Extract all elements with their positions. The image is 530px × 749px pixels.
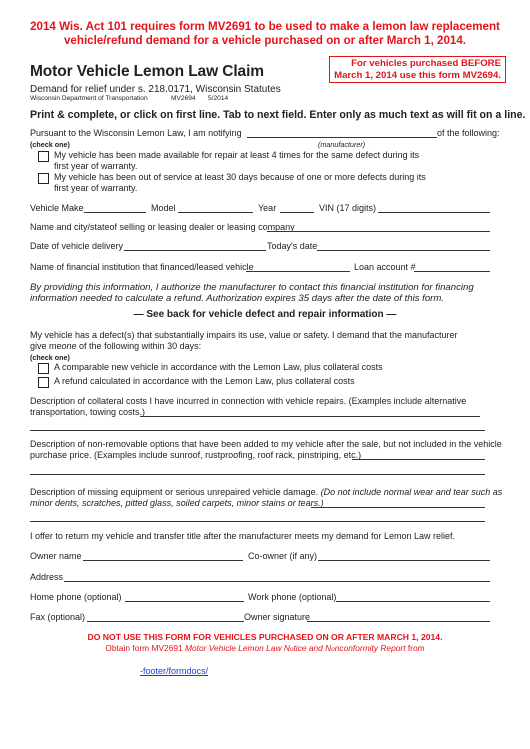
demand-line-2-start: give me <box>30 341 62 351</box>
form-title: Motor Vehicle Lemon Law Claim <box>30 63 264 80</box>
model-field[interactable] <box>178 212 253 213</box>
banner-line-2: vehicle/refund demand for a vehicle purchased on or after March 1, 2014. <box>63 34 467 47</box>
pre-2014-notice-box <box>329 56 506 83</box>
delivery-date-label: Date of vehicle delivery <box>30 241 124 251</box>
manufacturer-field[interactable] <box>247 137 437 138</box>
option-service-line-2: first year of warranty. <box>54 183 138 193</box>
signature-field[interactable] <box>307 621 490 622</box>
banner-line-1: 2014 Wis. Act 101 requires form MV2691 to be used to make a lemon law replacement <box>30 20 500 33</box>
notice-line-2: March 1, 2014 use this form MV2694. <box>334 70 501 81</box>
refund-option-label: A refund calculated in accordance with the Lemon Law, plus collateral costs <box>54 376 355 386</box>
agency-name: Wisconsin Department of Transportation <box>30 95 148 102</box>
demand-line-1: My vehicle has a defect(s) that substantially impairs its use, value or safety. I demand that the manufacturer <box>30 330 458 340</box>
loan-account-field[interactable] <box>414 271 490 272</box>
owner-name-label: Owner name <box>30 551 82 561</box>
repair-attempts-checkbox[interactable] <box>38 151 49 162</box>
form-docs-link[interactable]: -footer/formdocs/ <box>140 666 209 676</box>
footer-warning: DO NOT USE THIS FORM FOR VEHICLES PURCHASED ON OR AFTER MARCH 1, 2014. <box>87 632 443 642</box>
option-repair-line-2: first year of warranty. <box>54 161 138 171</box>
co-owner-field[interactable] <box>318 560 490 561</box>
vehicle-make-field[interactable] <box>84 212 146 213</box>
authorization-line-1: By providing this information, I authorize the manufacturer to contact this financial institution for financing <box>30 282 474 293</box>
address-label: Address <box>30 572 64 582</box>
check-one-label-1: (check one) <box>30 140 70 149</box>
year-field[interactable] <box>280 212 314 213</box>
see-back-note: — See back for vehicle defect and repair information — <box>133 309 397 320</box>
model-label: Model <box>151 203 176 213</box>
nonremovable-line-2: purchase price. (Examples include sunroof, rustproofing, roof rack, pinstriping, etc.) <box>30 450 362 460</box>
vin-field[interactable] <box>378 212 490 213</box>
nonremovable-line-1: Description of non-removable options that have been added to my vehicle after the sale, but not included in the vehicle <box>30 439 502 449</box>
damage-line-1-normal: Description of missing equipment or serious unrepaired vehicle damage. <box>30 487 319 497</box>
instructions: Print & complete, or click on first line. Tab to next field. Enter only as much text as will fit on a line. <box>30 109 526 121</box>
manufacturer-caption: (manufacturer) <box>318 140 366 149</box>
demand-line-2-emphasis: one <box>61 341 77 351</box>
notify-prefix: Pursuant to the Wisconsin Lemon Law, I am notifying <box>30 128 242 138</box>
footer-form-title-d: o <box>331 646 335 653</box>
vin-label: VIN (17 digits) <box>319 203 377 213</box>
financial-institution-label: Name of financial institution that financed/leased vehicle <box>30 262 254 272</box>
home-phone-field[interactable] <box>125 601 244 602</box>
replacement-vehicle-checkbox[interactable] <box>38 363 49 374</box>
footer-obtain-prefix: Obtain form MV2691 <box>105 643 186 653</box>
damage-line-1 <box>30 487 502 497</box>
replacement-option-label: A comparable new vehicle in accordance with the Lemon Law, plus collateral costs <box>54 362 383 372</box>
option-repair-line-1: My vehicle has been made available for repair at least 4 times for the same defect during its <box>54 150 420 160</box>
footer-obtain-suffix: from <box>405 643 425 653</box>
damage-field-1[interactable] <box>311 507 485 508</box>
todays-date-label: Today's date <box>267 241 318 251</box>
vehicle-make-label: Vehicle Make <box>30 203 84 213</box>
footer-form-title-c: tice and N <box>293 643 332 653</box>
footer-obtain-line <box>0 643 530 653</box>
co-owner-label: Co-owner (if any) <box>248 551 318 561</box>
owner-name-field[interactable] <box>83 560 243 561</box>
financial-institution-field[interactable] <box>246 271 350 272</box>
collateral-costs-field-2[interactable] <box>30 430 485 431</box>
footer-form-title-b: o <box>289 646 294 653</box>
demand-line-2-end: of the following within 30 days: <box>76 341 202 351</box>
offer-statement: I offer to return my vehicle and transfer title after the manufacturer meets my demand for Lemon Law relief. <box>30 531 456 541</box>
address-field[interactable] <box>64 581 490 582</box>
year-label: Year <box>258 203 277 213</box>
collateral-costs-line-1: Description of collateral costs I have incurred in connection with vehicle repairs. (Examples include alternative <box>30 396 467 406</box>
out-of-service-checkbox[interactable] <box>38 173 49 184</box>
option-service-line-1: My vehicle has been out of service at least 30 days because of one or more defects during its <box>54 172 426 182</box>
damage-line-1-italic: (Do not include normal wear and tear such as <box>318 487 503 497</box>
footer-form-title-e: nconformity Report <box>334 643 406 653</box>
dealer-label: Name and city/stateof selling or leasing dealer or leasing company <box>30 222 295 232</box>
signature-label: Owner signature <box>244 612 311 622</box>
footer-form-title-a: Motor Vehicle Lemon Law N <box>185 643 290 653</box>
fax-field[interactable] <box>87 621 244 622</box>
form-revision: 5/2014 <box>208 95 229 102</box>
demand-line-2 <box>30 341 201 351</box>
form-subtitle: Demand for relief under s. 218.0171, Wisconsin Statutes <box>30 84 281 95</box>
dealer-field[interactable] <box>267 231 490 232</box>
nonremovable-field-1[interactable] <box>352 459 485 460</box>
loan-account-label: Loan account # <box>354 262 416 272</box>
check-one-label-2: (check one) <box>30 353 70 362</box>
authorization-line-2: information needed to calculate a refund. Authorization expires 35 days after the date of this form. <box>30 293 445 304</box>
home-phone-label: Home phone (optional) <box>30 592 122 602</box>
nonremovable-field-2[interactable] <box>30 474 485 475</box>
delivery-date-field[interactable] <box>124 250 266 251</box>
refund-checkbox[interactable] <box>38 377 49 388</box>
collateral-costs-line-2: transportation, towing costs.) <box>30 407 146 417</box>
notice-line-1: For vehicles purchased BEFORE <box>351 58 501 69</box>
fax-label: Fax (optional) <box>30 612 86 622</box>
form-number: MV2694 <box>171 95 196 102</box>
todays-date-field[interactable] <box>317 250 490 251</box>
damage-line-2: minor dents, scratches, pitted glass, soiled carpets, minor stains or tears.) <box>30 498 324 508</box>
damage-field-2[interactable] <box>30 521 485 522</box>
work-phone-label: Work phone (optional) <box>248 592 337 602</box>
notify-suffix: of the following: <box>437 128 500 138</box>
collateral-costs-field-1[interactable] <box>140 416 480 417</box>
work-phone-field[interactable] <box>336 601 490 602</box>
